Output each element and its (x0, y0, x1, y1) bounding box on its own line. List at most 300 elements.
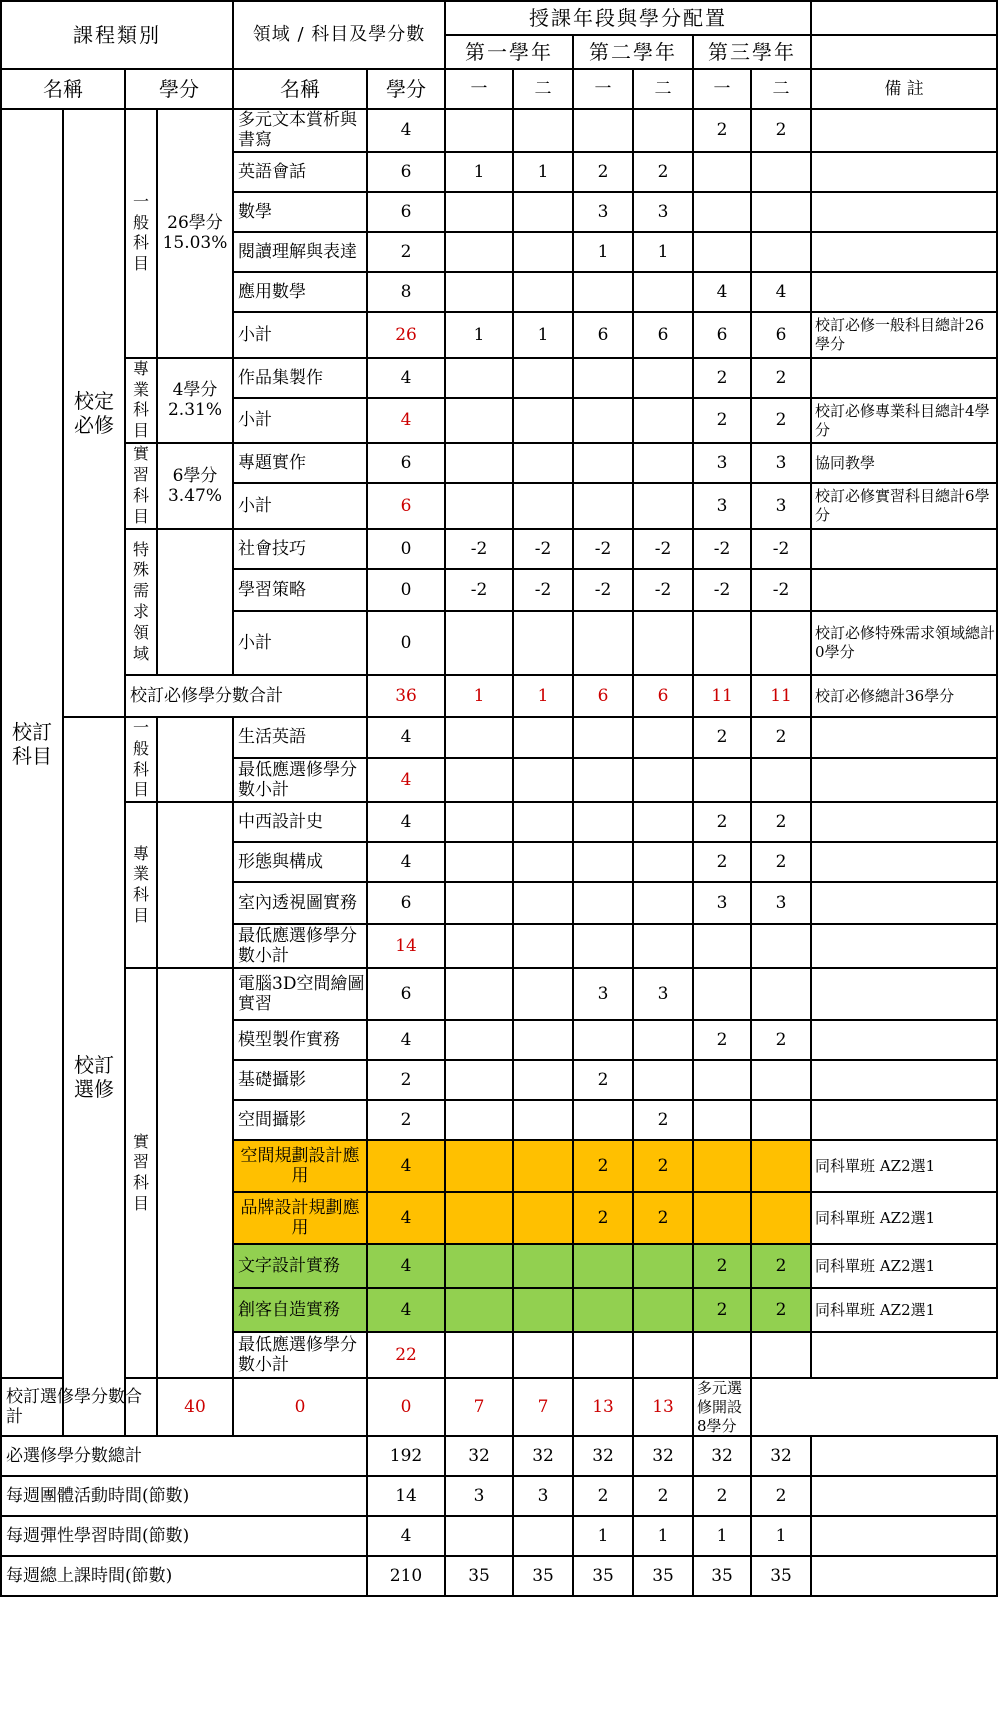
semester-value: 32 (693, 1436, 751, 1476)
subject-name: 品牌設計規劃應用 (233, 1192, 367, 1244)
semester-value (751, 611, 811, 675)
semester-value: 1 (633, 1516, 693, 1556)
remark: 校訂必修特殊需求領域總計0學分 (811, 611, 997, 675)
label-elective-prac-credits (157, 968, 233, 1378)
remark: 校訂必修實習科目總計6學分 (811, 483, 997, 529)
remark (811, 842, 997, 882)
semester-value (513, 758, 573, 802)
semester-value (445, 1020, 513, 1060)
semester-value (633, 611, 693, 675)
semester-value (633, 717, 693, 758)
subject-name: 小計 (233, 312, 367, 358)
semester-value (573, 611, 633, 675)
subject-name: 專題實作 (233, 443, 367, 483)
subject-name: 小計 (233, 483, 367, 529)
remark (811, 802, 997, 842)
summary-label: 每週彈性學習時間(節數) (1, 1516, 367, 1556)
semester-value (693, 1332, 751, 1378)
remark (811, 924, 997, 968)
remark: 校訂必修一般科目總計26學分 (811, 312, 997, 358)
semester-value (751, 1332, 811, 1378)
remark (811, 882, 997, 924)
subject-credits: 210 (367, 1556, 445, 1596)
subject-name: 數學 (233, 192, 367, 232)
semester-value (445, 358, 513, 399)
subject-credits: 4 (367, 758, 445, 802)
subject-name: 中西設計史 (233, 802, 367, 842)
semester-value: 13 (633, 1378, 693, 1436)
header-subject-credits: 學分 (367, 69, 445, 109)
semester-value (693, 1192, 751, 1244)
semester-value (513, 968, 573, 1020)
semester-value (513, 398, 573, 443)
semester-value: 2 (573, 1140, 633, 1192)
subject-credits: 2 (367, 232, 445, 272)
semester-value (513, 924, 573, 968)
semester-value (633, 358, 693, 399)
remark: 同科單班 AZ2選1 (811, 1140, 997, 1192)
subject-credits: 4 (367, 1516, 445, 1556)
semester-value: 3 (693, 483, 751, 529)
header-empty (811, 35, 997, 69)
semester-value (513, 1020, 573, 1060)
semester-value (513, 1060, 573, 1100)
semester-value: 2 (693, 1020, 751, 1060)
semester-value (445, 109, 513, 152)
semester-value (633, 882, 693, 924)
semester-value (693, 611, 751, 675)
semester-value (633, 1060, 693, 1100)
semester-value (513, 1244, 573, 1288)
header-year2: 第二學年 (573, 35, 693, 69)
semester-value (751, 1100, 811, 1140)
semester-value (693, 152, 751, 192)
semester-value: 3 (633, 968, 693, 1020)
remark: 校訂必修總計36學分 (811, 675, 997, 717)
semester-value (573, 1020, 633, 1060)
subject-credits: 0 (367, 611, 445, 675)
semester-value (513, 232, 573, 272)
label-prac-credits: 6學分 3.47% (157, 443, 233, 529)
header-subject-name: 名稱 (233, 69, 367, 109)
semester-value (573, 109, 633, 152)
semester-value (693, 232, 751, 272)
semester-value (573, 1244, 633, 1288)
table-row (1, 717, 997, 758)
semester-value (513, 1288, 573, 1332)
semester-value: 32 (573, 1436, 633, 1476)
semester-value: 2 (693, 1476, 751, 1516)
semester-value: 2 (573, 1060, 633, 1100)
subject-name: 生活英語 (233, 717, 367, 758)
semester-value: 2 (573, 152, 633, 192)
semester-value (513, 1332, 573, 1378)
label-school-subjects: 校訂 科目 (1, 109, 63, 1378)
subject-credits: 26 (367, 312, 445, 358)
semester-value: 2 (751, 717, 811, 758)
table-row (1, 443, 997, 483)
remark (811, 109, 997, 152)
remark: 同科單班 AZ2選1 (811, 1192, 997, 1244)
semester-value (445, 232, 513, 272)
subject-credits: 4 (367, 1244, 445, 1288)
semester-value: 2 (693, 1244, 751, 1288)
semester-value: 2 (693, 358, 751, 399)
semester-value (513, 109, 573, 152)
semester-value (445, 882, 513, 924)
semester-value: 7 (445, 1378, 513, 1436)
subject-credits: 6 (367, 483, 445, 529)
label-elective-practical: 實 習 科 目 (125, 968, 157, 1378)
subject-credits: 22 (367, 1332, 445, 1378)
semester-value (573, 802, 633, 842)
remark (811, 1020, 997, 1060)
semester-value (445, 272, 513, 312)
subject-name: 多元文本賞析與書寫 (233, 109, 367, 152)
semester-value (573, 398, 633, 443)
semester-value: 2 (633, 1192, 693, 1244)
label-elective-prof-credits (157, 802, 233, 968)
semester-value: 2 (693, 717, 751, 758)
subject-credits: 4 (367, 398, 445, 443)
subject-name: 電腦3D空間繪圖實習 (233, 968, 367, 1020)
remark (811, 272, 997, 312)
semester-value: -2 (693, 569, 751, 611)
semester-value (573, 1332, 633, 1378)
semester-value (693, 924, 751, 968)
semester-value (751, 1140, 811, 1192)
semester-value (513, 192, 573, 232)
subject-credits: 192 (367, 1436, 445, 1476)
subject-name: 最低應選修學分數小計 (233, 1332, 367, 1378)
semester-value (633, 842, 693, 882)
subject-credits: 4 (367, 717, 445, 758)
remark: 同科單班 AZ2選1 (811, 1288, 997, 1332)
semester-value (573, 842, 633, 882)
semester-value: 32 (751, 1436, 811, 1476)
header-domain-subject: 領域 / 科目及學分數 (233, 1, 445, 69)
semester-value: 6 (751, 312, 811, 358)
semester-value (513, 611, 573, 675)
remark (811, 529, 997, 569)
semester-value (693, 1100, 751, 1140)
semester-value: 0 (367, 1378, 445, 1436)
semester-value: 11 (751, 675, 811, 717)
semester-value (573, 272, 633, 312)
semester-value (693, 968, 751, 1020)
semester-value (633, 1332, 693, 1378)
semester-value (445, 924, 513, 968)
semester-value: 2 (693, 109, 751, 152)
table-row (1, 358, 997, 399)
semester-value (751, 192, 811, 232)
semester-value: 13 (573, 1378, 633, 1436)
subject-credits: 4 (367, 358, 445, 399)
semester-value (513, 802, 573, 842)
label-general: 一 般 科 目 (125, 109, 157, 358)
semester-value: 2 (693, 802, 751, 842)
semester-value: -2 (633, 569, 693, 611)
remark (811, 1060, 997, 1100)
semester-value: 2 (751, 1476, 811, 1516)
subject-name: 形態與構成 (233, 842, 367, 882)
semester-value (513, 1192, 573, 1244)
semester-value: 3 (693, 443, 751, 483)
subject-name: 閱讀理解與表達 (233, 232, 367, 272)
semester-value: 32 (513, 1436, 573, 1476)
subject-name: 小計 (233, 611, 367, 675)
semester-value (513, 272, 573, 312)
remark: 協同教學 (811, 443, 997, 483)
semester-value (573, 443, 633, 483)
header-remark: 備 註 (811, 69, 997, 109)
semester-value (445, 1140, 513, 1192)
remark (811, 1556, 997, 1596)
subject-credits: 4 (367, 1140, 445, 1192)
table-row (1, 1378, 997, 1436)
header-semester: 二 (751, 69, 811, 109)
table-row (1, 1476, 997, 1516)
semester-value (445, 758, 513, 802)
remark (811, 358, 997, 399)
subject-credits: 6 (367, 882, 445, 924)
remark: 同科單班 AZ2選1 (811, 1244, 997, 1288)
remark: 多元選修開設8學分 (693, 1378, 751, 1436)
semester-value (445, 1100, 513, 1140)
semester-value: 3 (573, 192, 633, 232)
subject-name: 空間規劃設計應用 (233, 1140, 367, 1192)
label-elective: 校訂 選修 (63, 717, 125, 1436)
semester-value: -2 (633, 529, 693, 569)
remark (811, 1516, 997, 1556)
label-prof-credits: 4學分 2.31% (157, 358, 233, 443)
label-general-credits: 26學分 15.03% (157, 109, 233, 358)
remark (811, 1476, 997, 1516)
subject-credits: 6 (367, 968, 445, 1020)
semester-value (751, 232, 811, 272)
semester-value (513, 1516, 573, 1556)
semester-value: 2 (751, 358, 811, 399)
semester-value: 1 (751, 1516, 811, 1556)
semester-value: -2 (445, 529, 513, 569)
required-total-label: 校訂必修學分數合計 (125, 675, 367, 717)
semester-value: 35 (513, 1556, 573, 1596)
remark (811, 1332, 997, 1378)
semester-value: 2 (573, 1192, 633, 1244)
semester-value: -2 (751, 569, 811, 611)
header-semester: 二 (513, 69, 573, 109)
semester-value (633, 443, 693, 483)
semester-value: -2 (693, 529, 751, 569)
semester-value: 3 (751, 882, 811, 924)
semester-value (633, 1244, 693, 1288)
semester-value: 1 (445, 152, 513, 192)
semester-value (573, 924, 633, 968)
semester-value (573, 717, 633, 758)
semester-value (633, 1020, 693, 1060)
semester-value (445, 398, 513, 443)
semester-value (445, 717, 513, 758)
subject-name: 最低應選修學分數小計 (233, 758, 367, 802)
elective-total-label: 校訂選修學分數合計 (1, 1378, 157, 1436)
semester-value: 1 (633, 232, 693, 272)
subject-credits: 4 (367, 842, 445, 882)
semester-value (445, 192, 513, 232)
header-allocation: 授課年段與學分配置 (445, 1, 811, 35)
label-professional: 專 業 科 目 (125, 358, 157, 443)
semester-value (513, 483, 573, 529)
subject-name: 小計 (233, 398, 367, 443)
semester-value: 2 (751, 1288, 811, 1332)
subject-name: 模型製作實務 (233, 1020, 367, 1060)
semester-value: 2 (751, 1244, 811, 1288)
subject-credits: 2 (367, 1060, 445, 1100)
semester-value (751, 924, 811, 968)
semester-value (633, 758, 693, 802)
header-semester: 一 (693, 69, 751, 109)
subject-name: 學習策略 (233, 569, 367, 611)
semester-value: -2 (513, 529, 573, 569)
label-elective-professional: 專 業 科 目 (125, 802, 157, 968)
semester-value: 35 (693, 1556, 751, 1596)
subject-name: 基礎攝影 (233, 1060, 367, 1100)
table-row (1, 1436, 997, 1476)
subject-credits: 36 (367, 675, 445, 717)
table-row (1, 1, 997, 35)
semester-value: 6 (693, 312, 751, 358)
semester-value (445, 1060, 513, 1100)
semester-value: 4 (693, 272, 751, 312)
semester-value: 2 (751, 1020, 811, 1060)
semester-value: 6 (573, 675, 633, 717)
remark (811, 232, 997, 272)
remark (811, 569, 997, 611)
semester-value (633, 398, 693, 443)
semester-value: 2 (693, 398, 751, 443)
semester-value: -2 (573, 529, 633, 569)
semester-value (513, 717, 573, 758)
semester-value: 3 (751, 483, 811, 529)
semester-value (445, 802, 513, 842)
semester-value: 35 (633, 1556, 693, 1596)
semester-value: 2 (751, 109, 811, 152)
header-empty (811, 1, 997, 35)
semester-value (445, 1332, 513, 1378)
semester-value (633, 924, 693, 968)
subject-name: 應用數學 (233, 272, 367, 312)
subject-credits: 14 (367, 924, 445, 968)
header-year3: 第三學年 (693, 35, 811, 69)
semester-value: 6 (633, 312, 693, 358)
table-row (1, 675, 997, 717)
semester-value (751, 968, 811, 1020)
semester-value (573, 1100, 633, 1140)
subject-name: 文字設計實務 (233, 1244, 367, 1288)
semester-value (751, 152, 811, 192)
semester-value (445, 443, 513, 483)
semester-value: 7 (513, 1378, 573, 1436)
label-practical: 實 習 科 目 (125, 443, 157, 529)
semester-value: 1 (445, 312, 513, 358)
semester-value: 3 (693, 882, 751, 924)
semester-value (633, 1288, 693, 1332)
subject-name: 最低應選修學分數小計 (233, 924, 367, 968)
semester-value: 3 (633, 192, 693, 232)
subject-credits: 4 (367, 1020, 445, 1060)
subject-credits: 14 (367, 1476, 445, 1516)
header-semester: 一 (573, 69, 633, 109)
semester-value: -2 (445, 569, 513, 611)
header-year1: 第一學年 (445, 35, 573, 69)
semester-value: 32 (633, 1436, 693, 1476)
semester-value (573, 758, 633, 802)
semester-value: -2 (751, 529, 811, 569)
semester-value: 2 (693, 1288, 751, 1332)
semester-value: -2 (513, 569, 573, 611)
semester-value: 1 (513, 152, 573, 192)
summary-label: 必選修學分數總計 (1, 1436, 367, 1476)
semester-value (513, 882, 573, 924)
semester-value: 1 (513, 312, 573, 358)
semester-value: 35 (445, 1556, 513, 1596)
header-category: 課程類別 (1, 1, 233, 69)
table-row (1, 968, 997, 1020)
semester-value (513, 1140, 573, 1192)
semester-value: 2 (633, 1100, 693, 1140)
semester-value (633, 802, 693, 842)
semester-value: 32 (445, 1436, 513, 1476)
remark (811, 152, 997, 192)
label-required: 校定 必修 (63, 109, 125, 717)
semester-value (445, 1288, 513, 1332)
summary-label: 每週總上課時間(節數) (1, 1556, 367, 1596)
semester-value (633, 483, 693, 529)
semester-value: 35 (573, 1556, 633, 1596)
semester-value (445, 842, 513, 882)
semester-value (513, 358, 573, 399)
semester-value: 2 (633, 1140, 693, 1192)
semester-value (445, 1192, 513, 1244)
semester-value: 2 (573, 1476, 633, 1516)
semester-value (633, 109, 693, 152)
subject-name: 空間攝影 (233, 1100, 367, 1140)
label-elective-general: 一 般 科 目 (125, 717, 157, 802)
label-elective-general-credits (157, 717, 233, 802)
semester-value: 3 (445, 1476, 513, 1516)
header-semester: 二 (633, 69, 693, 109)
remark (811, 1436, 997, 1476)
header-semester: 一 (445, 69, 513, 109)
subject-credits: 8 (367, 272, 445, 312)
table-row (1, 529, 997, 569)
subject-credits: 4 (367, 802, 445, 842)
table-row (1, 1516, 997, 1556)
semester-value: 2 (693, 842, 751, 882)
semester-value: 6 (573, 312, 633, 358)
header-credits: 學分 (125, 69, 233, 109)
remark (811, 192, 997, 232)
subject-credits: 6 (367, 443, 445, 483)
remark (811, 717, 997, 758)
subject-credits: 40 (157, 1378, 233, 1436)
subject-name: 英語會話 (233, 152, 367, 192)
semester-value (693, 758, 751, 802)
semester-value: 2 (751, 802, 811, 842)
semester-value: 1 (445, 675, 513, 717)
semester-value (573, 1288, 633, 1332)
semester-value: 2 (633, 1476, 693, 1516)
subject-credits: 4 (367, 1288, 445, 1332)
